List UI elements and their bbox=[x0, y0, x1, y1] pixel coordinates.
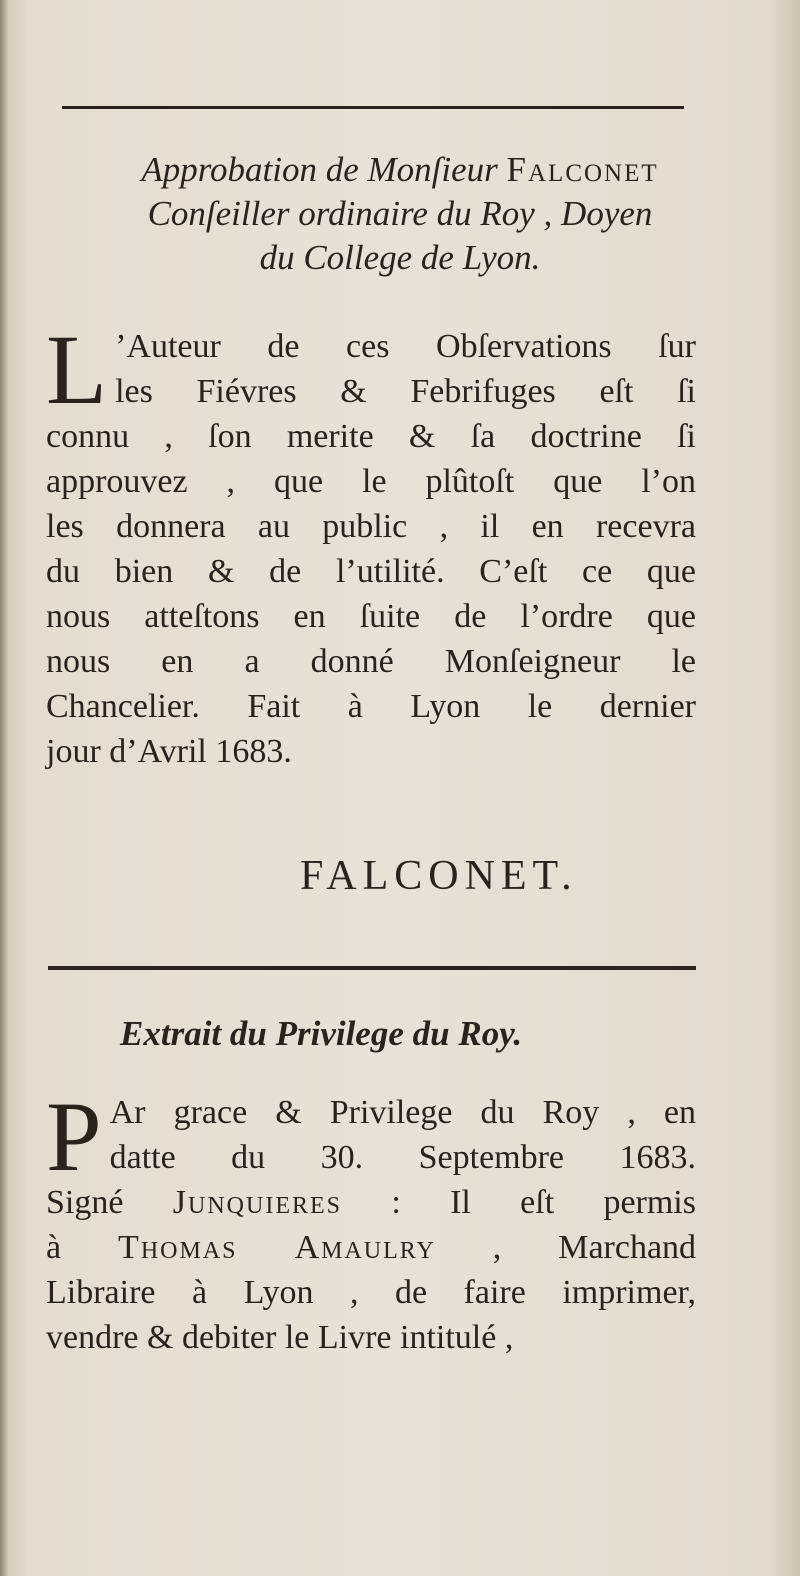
signature: FALCONET. bbox=[300, 853, 578, 899]
approbation-line: les donnera au public , il en recevra bbox=[46, 508, 696, 545]
approbation-heading-italic: Approbation de Monſieur bbox=[141, 150, 498, 189]
privilege-line: vendre & debiter le Livre intitulé , bbox=[46, 1319, 514, 1356]
privilege-line bbox=[46, 1225, 696, 1270]
privilege-dropcap: P bbox=[46, 1081, 102, 1192]
approbation-heading-line1 bbox=[40, 148, 760, 192]
approbation-line: du bien & de l’utilité. C’eſt ce que bbox=[46, 553, 696, 590]
privilege-line4-a: à bbox=[46, 1229, 62, 1266]
privilege-text bbox=[46, 1081, 697, 1360]
privilege-line4-caps: Thomas Amaulry bbox=[118, 1229, 436, 1266]
approbation-dropcap: L bbox=[46, 314, 108, 425]
middle-rule bbox=[48, 966, 696, 970]
privilege-line4-b: , Marchand bbox=[492, 1229, 697, 1266]
approbation-heading-line3: du College de Lyon. bbox=[259, 238, 541, 277]
approbation-line: les Fiévres & Febrifuges eſt ſi bbox=[115, 373, 696, 410]
approbation-heading-line2: Conſeiller ordinaire du Roy , Doyen bbox=[147, 194, 653, 233]
privilege-line bbox=[46, 1180, 696, 1225]
approbation-line: jour d’Avril 1683. bbox=[46, 733, 292, 770]
privilege-line: Ar grace & Privilege du Roy , en bbox=[109, 1094, 696, 1131]
approbation-line: ’Auteur de ces Obſervations ſur bbox=[115, 328, 696, 365]
approbation-line: connu , ſon merite & ſa doctrine ſi bbox=[46, 418, 696, 455]
privilege-line3-caps: Junquieres bbox=[172, 1184, 342, 1221]
privilege-heading: Extrait du Privilege du Roy. bbox=[120, 1014, 523, 1053]
privilege-line: datte du 30. Septembre 1683. bbox=[109, 1139, 696, 1176]
approbation-line: approuvez , que le plûtoſt que l’on bbox=[46, 463, 696, 500]
privilege-line: Libraire à Lyon , de faire imprimer, bbox=[46, 1274, 696, 1311]
privilege-line3-a: Signé bbox=[46, 1184, 124, 1221]
approbation-line: Chancelier. Fait à Lyon le dernier bbox=[46, 688, 696, 725]
top-rule bbox=[62, 106, 684, 109]
privilege-line3-b: : Il eſt permis bbox=[391, 1184, 696, 1221]
approbation-heading-caps: Falconet bbox=[506, 150, 659, 189]
page-edge bbox=[0, 0, 8, 1576]
approbation-text bbox=[46, 314, 696, 774]
approbation-line: nous atteſtons en ſuite de l’ordre que bbox=[46, 598, 696, 635]
approbation-heading bbox=[40, 148, 760, 280]
approbation-line: nous en a donné Monſeigneur le bbox=[46, 643, 696, 680]
